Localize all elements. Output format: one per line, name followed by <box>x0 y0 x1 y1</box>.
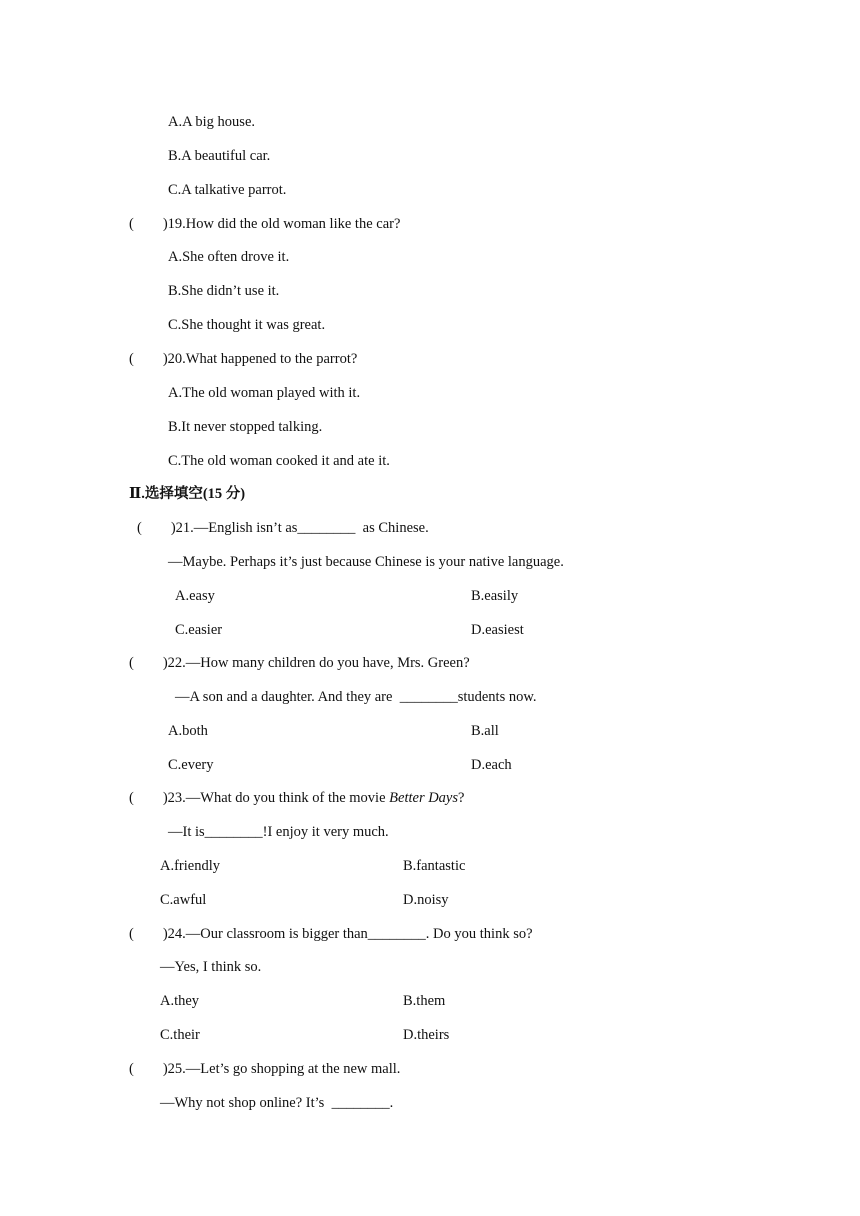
q23-option-b: B.fantastic <box>403 858 466 874</box>
q24-option-b: B.them <box>403 993 446 1009</box>
q19-option-c: C.She thought it was great. <box>168 317 326 333</box>
q18-option-a: A.A big house. <box>168 114 255 130</box>
q21-option-d: D.easiest <box>471 622 524 638</box>
q22-stem: ( )22.—How many children do you have, Mrs. Green? <box>129 655 470 671</box>
q22-option-d: D.each <box>471 757 512 773</box>
section-heading: Ⅱ.选择填空(15 分) <box>129 486 246 502</box>
q23-stem-end: ? <box>458 790 465 806</box>
q19-option-a: A.She often drove it. <box>168 249 290 265</box>
q21-option-b: B.easily <box>471 588 519 604</box>
q18-option-c: C.A talkative parrot. <box>168 182 287 198</box>
q24-line2: —Yes, I think so. <box>160 959 262 975</box>
q22-line2: —A son and a daughter. And they are ________students now. <box>175 689 537 705</box>
q20-stem: ( )20.What happened to the parrot? <box>129 351 358 367</box>
q24-option-a: A.they <box>160 993 200 1009</box>
q21-option-a: A.easy <box>175 588 215 604</box>
q23-option-a: A.friendly <box>160 858 220 874</box>
q20-option-a: A.The old woman played with it. <box>168 385 361 401</box>
q21-line2: —Maybe. Perhaps it’s just because Chinese is your native language. <box>168 554 564 570</box>
q20-option-c: C.The old woman cooked it and ate it. <box>168 453 390 469</box>
q24-stem: ( )24.—Our classroom is bigger than________. Do you think so? <box>129 926 533 942</box>
q19-option-b: B.She didn’t use it. <box>168 283 280 299</box>
q22-option-c: C.every <box>168 757 214 773</box>
q23-option-d: D.noisy <box>403 892 449 908</box>
q23-option-c: C.awful <box>160 892 207 908</box>
q24-option-d: D.theirs <box>403 1027 450 1043</box>
q23-movie-title: Better Days <box>389 790 459 806</box>
q23-stem-text: ( )23.—What do you think of the movie <box>129 790 390 806</box>
q25-stem: ( )25.—Let’s go shopping at the new mall. <box>129 1061 401 1077</box>
q23-stem <box>129 789 464 807</box>
q22-option-a: A.both <box>168 723 208 739</box>
q24-option-c: C.their <box>160 1027 200 1043</box>
q19-stem: ( )19.How did the old woman like the car? <box>129 216 401 232</box>
q22-option-b: B.all <box>471 723 499 739</box>
q21-stem: ( )21.—English isn’t as________ as Chinese. <box>137 520 429 536</box>
q23-line2: —It is________!I enjoy it very much. <box>168 824 389 840</box>
q21-option-c: C.easier <box>175 622 223 638</box>
q20-option-b: B.It never stopped talking. <box>168 419 323 435</box>
q18-option-b: B.A beautiful car. <box>168 148 271 164</box>
q25-line2: —Why not shop online? It’s ________. <box>160 1095 394 1111</box>
